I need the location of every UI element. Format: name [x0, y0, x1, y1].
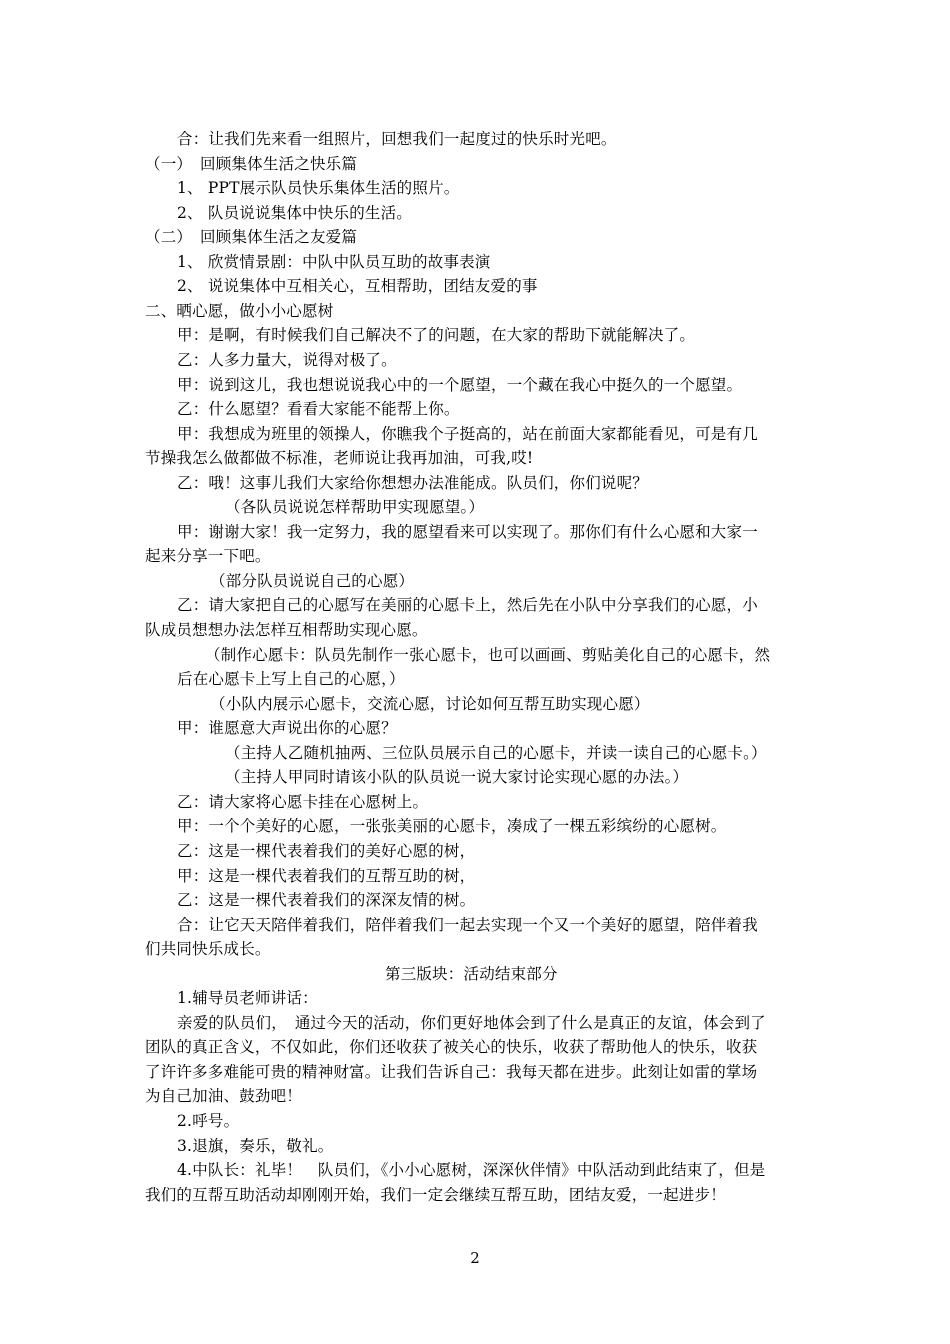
text-line: 2.呼号。	[177, 1112, 240, 1130]
text-line: 乙：这是一棵代表着我们的深深友情的树。	[177, 891, 476, 910]
text-line: 乙：这是一棵代表着我们的美好心愿的树，	[177, 841, 476, 860]
text-line: 3.退旗，奏乐，敬礼。	[177, 1136, 334, 1155]
text-line: 1.辅导员老师讲话：	[177, 989, 318, 1008]
text-line: 甲：我想成为班里的领操人，你瞧我个子挺高的，站在前面大家都能看见，可是有几	[177, 424, 758, 443]
text-line: 甲：谢谢大家！我一定努力，我的愿望看来可以实现了。那你们有什么心愿和大家一	[177, 522, 758, 541]
text-line: 节操我怎么做都做不标准，老师说让我再加油，可我,哎!	[145, 449, 534, 468]
text-line: 们共同快乐成长。	[145, 940, 271, 959]
text-line: 了许许多多难能可贵的精神财富。让我们告诉自己：我每天都在进步。此刻让如雷的掌场	[145, 1062, 758, 1081]
text-line: 后在心愿卡上写上自己的心愿，）	[177, 670, 405, 689]
text-line: 队成员想想办法怎样互相帮助实现心愿。	[145, 621, 428, 639]
text-line: （部分队员说说自己的心愿）	[210, 571, 415, 590]
text-line: 起来分享一下吧。	[145, 547, 271, 566]
text-line: （一） 回顾集体生活之快乐篇	[145, 154, 358, 173]
text-line: （主持人乙随机抽两、三位队员展示自己的心愿卡，并读一读自己的心愿卡。）	[225, 743, 767, 762]
text-line: 1、 PPT展示队员快乐集体生活的照片。	[177, 179, 460, 198]
text-line: 甲：说到这儿，我也想说说我心中的一个愿望，一个藏在我心中挺久的一个愿望。	[177, 375, 743, 394]
text-line: （主持人甲同时请该小队的队员说一说大家讨论实现心愿的办法。）	[225, 768, 689, 787]
text-line: 2、 说说集体中互相关心，互相帮助，团结友爱的事	[177, 277, 538, 296]
text-line: 乙：什么愿望？看看大家能不能帮上你。	[177, 400, 460, 419]
text-line: 团队的真正含义，不仅如此，你们还收获了被关心的快乐，收获了帮助他人的快乐，收获	[145, 1038, 758, 1057]
text-line: 2、 队员说说集体中快乐的生活。	[177, 203, 412, 222]
text-line: 甲：这是一棵代表着我们的互帮互助的树，	[177, 866, 476, 885]
text-line: 乙：请大家将心愿卡挂在心愿树上。	[177, 792, 429, 811]
text-line: 为自己加油、鼓劲吧！	[145, 1087, 303, 1106]
text-line: 乙：哦！这事儿我们大家给你想想办法准能成。队员们，你们说呢？	[177, 473, 649, 492]
text-line: 乙：人多力量大，说得对极了。	[177, 350, 397, 369]
text-line: 第三版块：活动结束部分	[385, 964, 558, 983]
text-line: 甲：谁愿意大声说出你的心愿？	[177, 719, 397, 738]
text-line: 合：让我们先来看一组照片，回想我们一起度过的快乐时光吧。	[177, 130, 617, 148]
text-line: 甲：一个个美好的心愿，一张张美丽的心愿卡，凑成了一棵五彩缤纷的心愿树。	[177, 817, 727, 836]
text-line: （二） 回顾集体生活之友爱篇	[145, 228, 358, 247]
text-line: 亲爱的队员们， 通过今天的活动，你们更好地体会到了什么是真正的友谊，体会到了	[177, 1013, 766, 1032]
text-line: （小队内展示心愿卡，交流心愿，讨论如何互帮互助实现心愿）	[210, 694, 650, 713]
text-line: （各队员说说怎样帮助甲实现愿望。）	[225, 498, 485, 517]
page-number: 2	[470, 1249, 480, 1267]
text-line: 二、晒心愿，做小小心愿树	[145, 301, 334, 320]
text-line: 我们的互帮互助活动却刚刚开始，我们一定会继续互帮互助，团结友爱，一起进步！	[145, 1185, 726, 1204]
text-line: （制作心愿卡：队员先制作一张心愿卡，也可以画画、剪贴美化自己的心愿卡，然	[205, 645, 771, 664]
text-line: 1、 欣赏情景剧：中队中队员互助的故事表演	[177, 252, 491, 271]
text-line: 合：让它天天陪伴着我们，陪伴着我们一起去实现一个又一个美好的愿望，陪伴着我	[177, 915, 758, 934]
text-line: 4.中队长：礼毕！ 队员们，《小小心愿树，深深伙伴情》中队活动到此结束了，但是	[177, 1161, 766, 1180]
text-line: 乙：请大家把自己的心愿写在美丽的心愿卡上，然后先在小队中分享我们的心愿，小	[177, 596, 758, 615]
text-line: 甲：是啊，有时候我们自己解决不了的问题，在大家的帮助下就能解决了。	[177, 326, 696, 345]
